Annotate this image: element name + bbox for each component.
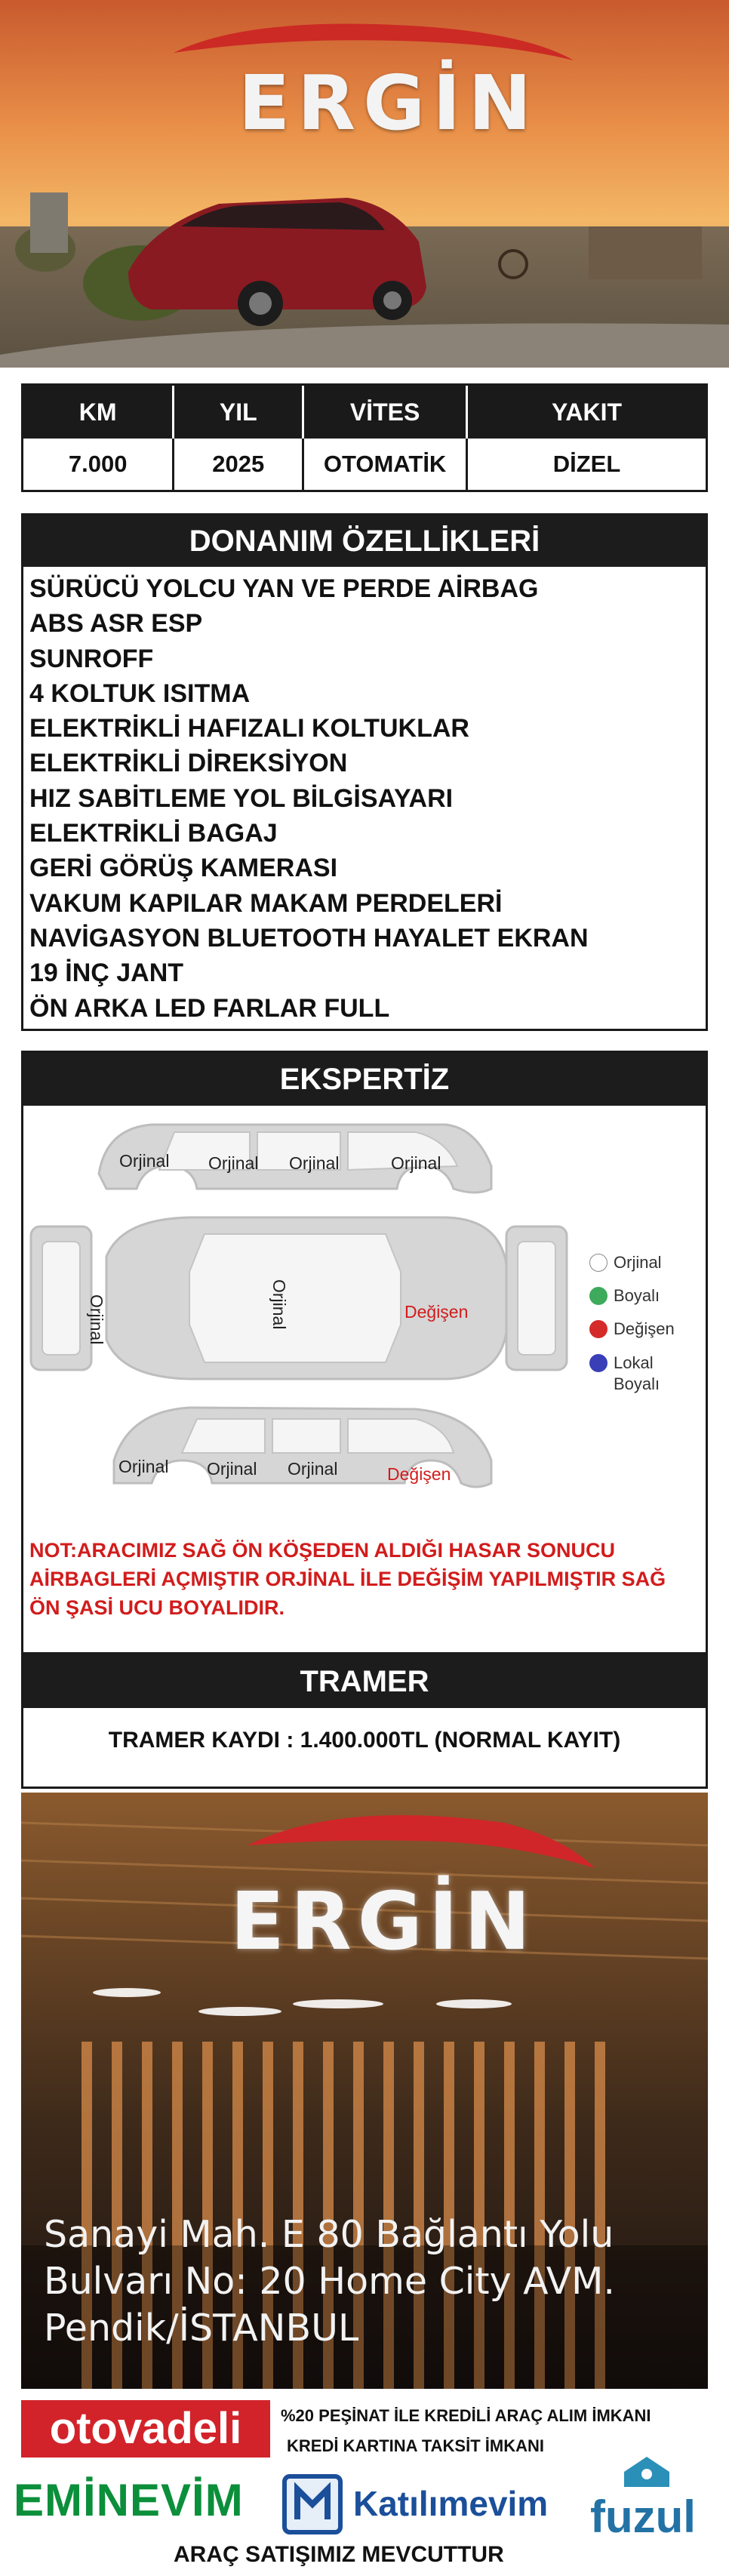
exp-label-top-1: Orjinal <box>119 1151 170 1171</box>
spec-value-fuel: DİZEL <box>552 451 621 477</box>
expertise-legend <box>589 1253 675 1395</box>
feature-item: SÜRÜCÜ YOLCU YAN VE PERDE AİRBAG <box>29 574 539 603</box>
hero-logo: ERGİN <box>238 59 540 147</box>
expertise-section <box>21 1051 708 1654</box>
exp-label-top-2: Orjinal <box>208 1153 259 1173</box>
footer-line-1: %20 PEŞİNAT İLE KREDİLİ ARAÇ ALIM İMKANI <box>281 2406 651 2425</box>
hero-illustration <box>0 0 729 368</box>
fuzul-icon <box>620 2453 673 2494</box>
exp-label-trunk: Değişen <box>404 1302 469 1322</box>
feature-item: ÖN ARKA LED FARLAR FULL <box>29 993 390 1023</box>
features-title: DONANIM ÖZELLİKLERİ <box>23 516 706 567</box>
feature-item: ABS ASR ESP <box>29 609 203 639</box>
spec-value-year: 2025 <box>174 439 303 490</box>
expertise-title: EKSPERTİZ <box>23 1053 706 1106</box>
expertise-note: NOT:ARACIMIZ SAĞ ÖN KÖŞEDEN ALDIĞI HASAR SONUCU AİRBAGLERİ AÇMIŞTIR ORJİNAL İLE DEĞİŞİM YAPILMIŞTIR SAĞ ÖN ŞASİ UCU BOYALIDIR. <box>29 1539 666 1619</box>
exp-label-top-3: Orjinal <box>289 1153 340 1173</box>
legend-changed <box>589 1319 675 1339</box>
features-section <box>21 513 708 1031</box>
spec-header-fuel: YAKIT <box>467 386 706 439</box>
legend-original <box>589 1253 675 1273</box>
legend-painted <box>589 1286 675 1306</box>
feature-item: 4 KOLTUK ISITMA <box>29 679 251 708</box>
exp-label-roof: Orjinal <box>269 1279 289 1330</box>
katilimevim-logo: Katılımevim <box>353 2484 549 2523</box>
legend-label: Lokal Boyalı <box>614 1353 660 1393</box>
spec-value-gear: OTOMATİK <box>303 439 467 490</box>
feature-item: NAVİGASYON BLUETOOTH HAYALET EKRAN <box>29 923 589 953</box>
exp-label-top-4: Orjinal <box>391 1153 441 1173</box>
spec-value-km: 7.000 <box>23 439 174 490</box>
feature-item: GERİ GÖRÜŞ KAMERASI <box>29 854 338 883</box>
legend-local-painted <box>589 1353 675 1395</box>
footer-line-2: KREDİ KARTINA TAKSİT İMKANI <box>287 2436 544 2455</box>
specs-table <box>21 383 708 492</box>
spec-header-km: KM <box>23 386 174 439</box>
footer-bottom-text: ARAÇ SATIŞIMIZ MEVCUTTUR <box>174 2542 504 2567</box>
eminevim-logo: EMİNEVİM <box>14 2475 244 2525</box>
store-sign: ERGİN <box>230 1876 537 1968</box>
feature-item: SUNROFF <box>29 644 154 673</box>
legend-swatch-local-painted <box>589 1354 608 1372</box>
legend-label: Orjinal <box>614 1253 662 1272</box>
features-list <box>23 567 706 1026</box>
store-address: Sanayi Mah. E 80 Bağlantı Yolu Bulvarı No: 20 Home City AVM. Pendik/İSTANBUL <box>44 2213 615 2350</box>
tramer-title: TRAMER <box>23 1655 706 1708</box>
legend-label: Boyalı <box>614 1286 660 1305</box>
legend-label: Değişen <box>614 1319 675 1338</box>
exp-label-bottom-3: Orjinal <box>288 1459 338 1479</box>
feature-item: 19 İNÇ JANT <box>29 959 184 988</box>
legend-swatch-painted <box>589 1287 608 1305</box>
spec-header-year: YIL <box>174 386 303 439</box>
fuzul-logo: fuzul <box>590 2491 696 2542</box>
otovadeli-logo: otovadeli <box>21 2400 270 2458</box>
tramer-record: TRAMER KAYDI : 1.400.000TL (NORMAL KAYIT) <box>108 1728 621 1753</box>
tramer-section <box>21 1653 708 1789</box>
exp-label-bottom-4: Değişen <box>387 1464 451 1484</box>
legend-swatch-changed <box>589 1320 608 1338</box>
feature-item: ELEKTRİKLİ DİREKSİYON <box>29 749 348 778</box>
spec-header-gear: VİTES <box>303 386 467 439</box>
feature-item: HIZ SABİTLEME YOL BİLGİSAYARI <box>29 783 454 813</box>
exp-label-hood: Orjinal <box>87 1294 106 1345</box>
feature-item: VAKUM KAPILAR MAKAM PERDELERİ <box>29 888 503 918</box>
exp-label-bottom-2: Orjinal <box>207 1459 257 1479</box>
feature-item: ELEKTRİKLİ BAGAJ <box>29 819 278 848</box>
hero-banner <box>0 0 729 368</box>
feature-item: ELEKTRİKLİ HAFIZALI KOLTUKLAR <box>29 714 469 743</box>
katilimevim-icon <box>282 2474 343 2534</box>
legend-swatch-original <box>589 1254 608 1272</box>
exp-label-bottom-1: Orjinal <box>118 1457 169 1476</box>
store-photo <box>21 1793 708 2389</box>
